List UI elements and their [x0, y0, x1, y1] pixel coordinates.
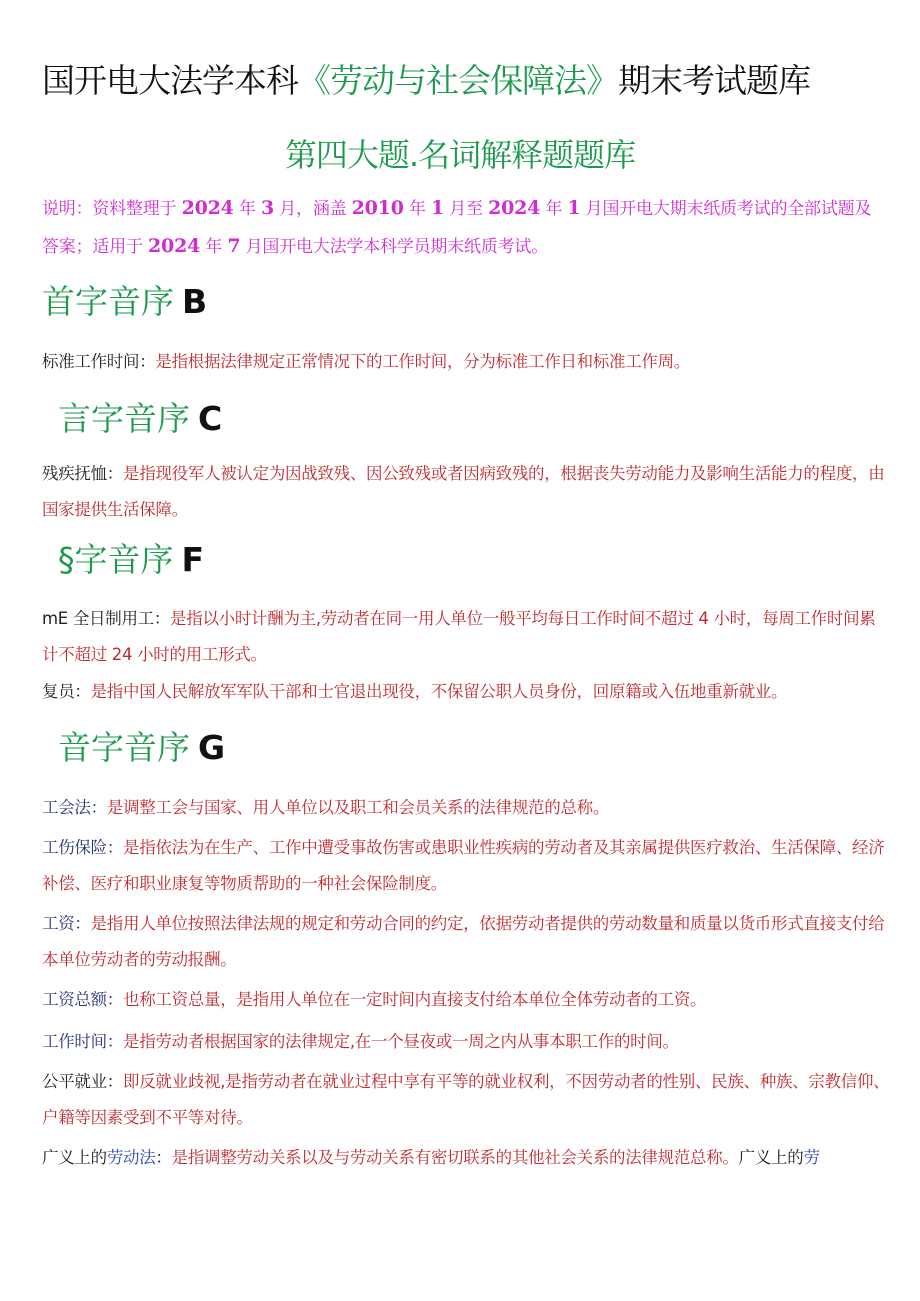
entry-term: 残疾抚恤：: [42, 464, 124, 483]
entry-term: 工伤保险：: [42, 838, 124, 857]
entry-work-injury-insurance: [42, 830, 890, 902]
entry-disability-pension: [42, 456, 890, 528]
title-book-name: 《劳动与社会保障法》: [298, 61, 618, 100]
note-number: 2024: [148, 235, 201, 257]
section-heading-text: 言字音序: [58, 399, 190, 438]
section-heading-g: [58, 726, 225, 770]
section-heading-f: [58, 538, 204, 582]
entry-definition: 是指以小时计酬为主,劳动者在同一用人单位一般平均每日工作时间不超过 4 小时，每周工作时间累计不超过 24 小时的用工形式。: [42, 609, 876, 664]
entry-definition: 是指劳动者根据国家的法律规定,在一个昼夜或一周之内从事本职工作的时间。: [123, 1032, 679, 1051]
entry-definition: 是指调整劳动关系以及与劳动关系有密切联系的其他社会关系的法律规范总称。: [171, 1148, 739, 1167]
entry-term: 标准工作时间：: [42, 352, 156, 371]
note-text: 年: [408, 199, 426, 219]
entry-term: mE 全日制用工：: [42, 609, 171, 628]
note-number: 2024: [181, 197, 234, 219]
entry-definition: 是指依法为在生产、工作中遭受事故伤害或患职业性疾病的劳动者及其亲属提供医疗救治、生活保障、经济补偿、医疗和职业康复等物质帮助的一种社会保险制度。: [42, 838, 885, 893]
entry-term: 工资总额：: [42, 990, 124, 1009]
note-number: 1: [567, 197, 581, 219]
note-number: 2024: [488, 197, 541, 219]
note-number: 3: [260, 197, 274, 219]
entry-non-full-time-employment: [42, 601, 890, 673]
note-text: 月国开电大期末纸质考试的全部试题及答案；适用于: [42, 199, 872, 257]
section-heading-b: [42, 280, 207, 324]
entry-tail-text: 广义上的: [738, 1148, 804, 1167]
entry-wage: [42, 906, 890, 978]
section-heading-letter: C: [198, 399, 223, 438]
note-text: 说明：资料整理于: [42, 199, 177, 219]
section-heading-letter: B: [182, 282, 208, 321]
entry-trade-union-law: [42, 790, 890, 826]
section-heading-c: [58, 397, 222, 441]
section-heading-letter: F: [181, 540, 205, 579]
entry-term: 工资：: [42, 914, 91, 933]
entry-term-highlight: 劳动法: [106, 1148, 156, 1167]
entry-standard-work-time: [42, 344, 890, 380]
section-heading-text: 首字音序: [42, 282, 174, 321]
section-heading-text: 音字音序: [58, 728, 190, 767]
section-heading-text: §字音序: [58, 540, 174, 579]
note-text: 年: [238, 199, 256, 219]
entry-definition: 是指用人单位按照法律法规的规定和劳动合同的约定，依据劳动者提供的劳动数量和质量以货币形式直接支付给本单位劳动者的劳动报酬。: [42, 914, 885, 969]
note-number: 2010: [351, 197, 404, 219]
entry-term: 复员：: [42, 682, 91, 701]
entry-definition: 是指现役军人被认定为因战致残、因公致残或者因病致残的，根据丧失劳动能力及影响生活能力的程度，由国家提供生活保障。: [42, 464, 885, 519]
entry-fair-employment: [42, 1064, 890, 1136]
description-note: [42, 190, 887, 266]
entry-term: 工会法：: [42, 798, 107, 817]
entry-definition: 是指中国人民解放军军队干部和士官退出现役，不保留公职人员身份，回原籍或入伍地重新就业。: [90, 682, 788, 701]
entry-demobilization: [42, 674, 890, 710]
entry-term-colon: ：: [155, 1148, 172, 1167]
note-text: 月，涵盖: [279, 199, 347, 219]
note-text: 年: [205, 237, 223, 257]
section-subtitle: 第四大题.名词解释题题库: [284, 136, 636, 174]
entry-definition: 是指根据法律规定正常情况下的工作时间，分为标准工作日和标准工作周。: [155, 352, 691, 371]
note-text: 月国开电大法学本科学员期末纸质考试。: [245, 237, 549, 257]
section-heading-letter: G: [198, 728, 226, 767]
note-number: 7: [227, 235, 241, 257]
entry-term: 工作时间：: [42, 1032, 124, 1051]
entry-tail-highlight: 劳: [803, 1148, 820, 1167]
title-prefix: 国开电大法学本科: [42, 61, 298, 100]
entry-working-hours: [42, 1024, 890, 1060]
title-suffix: 期末考试题库: [618, 61, 810, 100]
entry-definition: 即反就业歧视,是指劳动者在就业过程中享有平等的就业权利，不因劳动者的性别、民族、种族、宗教信仰、户籍等因素受到不平等对待。: [42, 1072, 890, 1127]
entry-total-wages: [42, 982, 890, 1018]
entry-term: 广义上的: [42, 1148, 107, 1167]
entry-definition: 是调整工会与国家、用人单位以及职工和会员关系的法律规范的总称。: [106, 798, 610, 817]
page-title: [42, 58, 902, 104]
entry-term: 公平就业：: [42, 1072, 124, 1091]
entry-broad-labor-law: [42, 1140, 890, 1176]
entry-definition: 也称工资总量，是指用人单位在一定时间内直接支付给本单位全体劳动者的工资。: [123, 990, 707, 1009]
note-text: 年: [545, 199, 563, 219]
note-text: 月至: [449, 199, 483, 219]
note-number: 1: [430, 197, 445, 219]
